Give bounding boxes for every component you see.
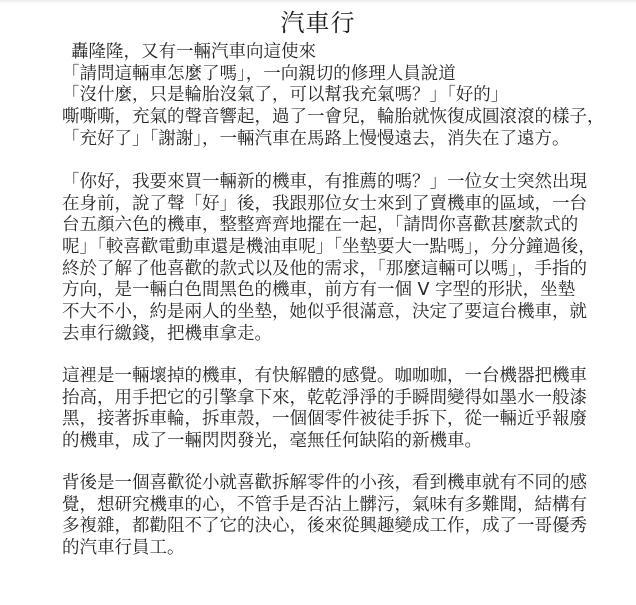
- text-line: 這裡是一輛壞掉的機車，有快解體的感覺。咖咖咖，一台機器把機車: [62, 366, 587, 386]
- text-line: 覺，想研究機車的心，不管手是否沾上髒污，氣味有多難聞，結構有: [62, 494, 587, 515]
- text-line: 終於了解了他喜歡的款式以及他的需求，「那麼這輛可以嗎」，手指的: [62, 258, 587, 279]
- text-line: 嘶嘶嘶，充氣的聲音響起，過了一會兒，輪胎就恢復成圓滾滾的樣子，: [62, 107, 605, 128]
- text-line: 轟隆隆，又有一輛汽車向這使來: [71, 42, 316, 62]
- paragraph-4: [62, 473, 587, 560]
- text-line: 「沒什麼，只是輪胎沒氣了，可以幫我充氣嗎？」「好的」: [62, 85, 509, 106]
- window-top-edge: [0, 0, 636, 4]
- text-line: 去車行繳錢，把機車拿走。: [62, 323, 272, 344]
- text-line: 背後是一個喜歡從小就喜歡拆解零件的小孩，看到機車就有不同的感: [62, 473, 587, 493]
- text-line: 在身前，說了聲「好」後，我跟那位女士來到了賣機車的區域，一台: [62, 193, 587, 214]
- text-line: 台五顏六色的機車，整整齊齊地擺在一起，「請問你喜歡甚麼款式的: [62, 215, 579, 236]
- document-title: 汽車行: [280, 9, 356, 37]
- text-line: 多複雜，都勸阻不了它的決心，後來從興趣變成工作，成了一哥優秀: [62, 516, 587, 537]
- text-line: 的機車，成了一輛閃閃發光，毫無任何缺陷的新機車。: [62, 431, 482, 452]
- text-line: 「你好，我要來買一輛新的機車，有推薦的嗎？」一位女士突然出現: [62, 172, 587, 192]
- text-line: 「請問這輛車怎麼了嗎」，一向親切的修理人員說道: [62, 63, 456, 84]
- paragraph-3: [62, 366, 587, 453]
- text-line: 的汽車行員工。: [62, 538, 185, 559]
- text-line: 呢」「較喜歡電動車還是機油車呢」「坐墊要大一點嗎」，分分鐘過後，: [62, 237, 596, 258]
- text-line: 方向，是一輛白色間黑色的機車，前方有一個 V 字型的形狀，坐墊: [62, 280, 576, 301]
- text-line: 黑，接著拆車輪，拆車殼，一個個零件被徒手拆下，從一輛近乎報廢: [62, 409, 587, 430]
- paragraph-1: [62, 42, 605, 150]
- text-line: 抬高，用手把它的引擎拿下來，乾乾淨淨的手瞬間變得如墨水一般漆: [62, 387, 587, 408]
- text-line: 不大不小，約是兩人的坐墊，她似乎很滿意，決定了要這台機車，就: [62, 302, 587, 323]
- text-line: 「充好了」「謝謝」，一輛汽車在馬路上慢慢遠去，消失在了遠方。: [62, 128, 570, 149]
- paragraph-2: [62, 172, 596, 346]
